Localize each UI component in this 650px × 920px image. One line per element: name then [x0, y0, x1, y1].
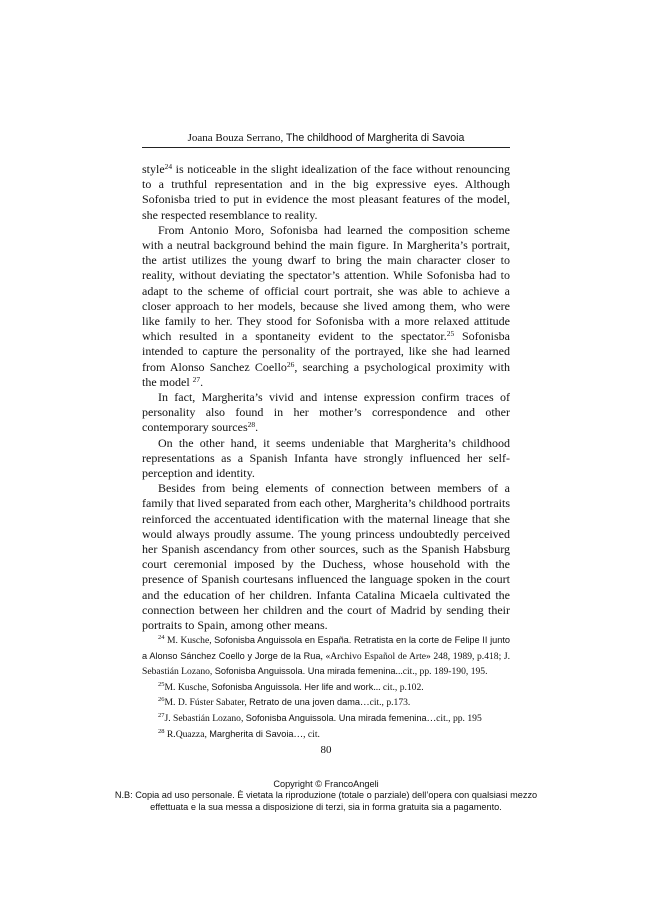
paragraph-1	[142, 162, 510, 223]
footnote-27-cit: …cit., pp. 195	[426, 712, 482, 724]
usage-notice: N.B: Copia ad uso personale. È vietata la riproduzione (totale o parziale) dell’opera con qualsiasi mezzo effettuata e la sua messa a disposizione di terzi, sia in forma gratuita sia a pagamento.	[114, 790, 538, 812]
p2-text-d: .	[200, 374, 204, 389]
copyright-line: Copyright © FrancoAngeli	[273, 779, 379, 789]
p3-text-b: .	[255, 420, 259, 435]
running-header	[142, 132, 510, 148]
footnote-ref-27: 27	[192, 374, 201, 384]
footnote-26-number: 26	[158, 696, 165, 704]
footnote-24-text: , «Archivo Español de Arte» 248, 1989, p.418; J. Sebastián Lozano,	[142, 650, 511, 678]
footnote-28-author: R.Quazza,	[164, 728, 210, 740]
p3-text-a: In fact, Margherita’s vivid and intense expression confirm traces of personality also found in her mother’s correspondence and other contemporary sources	[142, 390, 510, 435]
footnote-27-title: Sofonisba Anguissola. Una mirada femenina	[245, 712, 427, 723]
footnote-24-number: 24	[158, 634, 165, 641]
p2-text-c: , searching a psychological proximity with the model	[142, 359, 511, 389]
footnote-28-cit: …, cit.	[293, 728, 320, 740]
paragraph-3	[142, 390, 510, 436]
footnote-27-number: 27	[158, 711, 165, 719]
footnote-ref-28: 28	[247, 420, 256, 430]
footnote-28-title: Margherita di Savoia	[209, 728, 294, 739]
footnote-28-number: 28	[158, 727, 165, 735]
footnote-26	[142, 695, 510, 711]
footnote-24-author: M. Kusche,	[164, 635, 215, 646]
footnote-27-author: J. Sebastián Lozano,	[164, 712, 246, 724]
footnote-24-cit: ...cit., pp. 189-190, 195.	[395, 666, 488, 678]
footnote-24-title-2: Sofonisba Anguissola. Una mirada femenina	[214, 666, 396, 677]
p1-text-b: is noticeable in the slight idealization of the face without renouncing to a truthful representation and in the big expressive eyes. Although Sofonisba tried to put in evidence the most pleasant features of the model, she respected resemblance to reality.	[142, 162, 510, 222]
footnote-25-author: M. Kusche,	[164, 681, 212, 693]
p2-text-b: Sofonisba intended to capture the personality of the portrayed, like she had learned from Alonso Sanchez Coello	[142, 329, 511, 374]
page-number: 80	[320, 744, 332, 756]
copyright-notice	[112, 779, 540, 813]
header-title: The childhood of Margherita di Savoia	[285, 132, 465, 144]
paragraph-5: Besides from being elements of connection between members of a family that lived separated from each other, Margherita’s childhood portraits reinforced the accentuated identification with the maternal lineage that she would always proudly assume. The young princess undoubtedly perceived her Spanish ascendancy from other sources, such as the Spanish Habsburg court ceremonial imposed by the Duchess, whose household with the presence of Spanish courtesans influenced the language spoken in the court and the education of her children. Infanta Catalina Micaela cultivated the connection between her children and the court of Madrid by sending their portraits to Spain, among other means.	[142, 481, 510, 633]
footnotes	[142, 633, 510, 742]
footnote-24-title: Sofonisba Anguissola en España. Retratista en la corte de Felipe II junto a Alonso Sánchez Coello y Jorge de la Rua	[142, 635, 510, 661]
footnote-27	[142, 711, 510, 727]
footnote-25-title: Sofonisba Anguissola. Her life and work	[211, 681, 374, 692]
footnote-ref-24: 24	[164, 162, 173, 171]
footnote-25-cit: ... cit., p.102.	[373, 681, 424, 693]
body-text	[142, 162, 510, 633]
footnote-ref-26: 26	[286, 359, 295, 369]
footnote-26-author: M. D. Fúster Sabater,	[164, 697, 250, 709]
header-author: Joana Bouza Serrano,	[187, 132, 286, 144]
paragraph-2	[142, 223, 510, 390]
footnote-26-title: Retrato de una joven dama	[249, 697, 360, 708]
footnote-ref-25: 25	[446, 329, 455, 339]
footnote-28	[142, 727, 510, 743]
footnote-25-number: 25	[158, 680, 165, 688]
paragraph-4: On the other hand, it seems undeniable that Margherita’s childhood representations as a Spanish Infanta have strongly influenced her self-perception and identity.	[142, 435, 510, 481]
footnote-24	[142, 633, 510, 680]
footnote-26-cit: …cit., p.173.	[359, 697, 411, 709]
p2-text-a: From Antonio Moro, Sofonisba had learned the composition scheme with a neutral background behind the main figure. In Margherita’s portrait, the artist utilizes the young dwarf to bring the main character closer to reality, without deviating the spectator’s attention. While Sofonisba had to adapt to the scheme of official court portrait, she was able to achieve a closer approach to her models, because she lived among them, who were like family to her. They stood for Sofonisba with a more relaxed attitude which resulted in a spontaneity evident to the spectator.	[142, 222, 510, 344]
footnote-25	[142, 680, 510, 696]
p1-text-a: style	[142, 162, 165, 176]
